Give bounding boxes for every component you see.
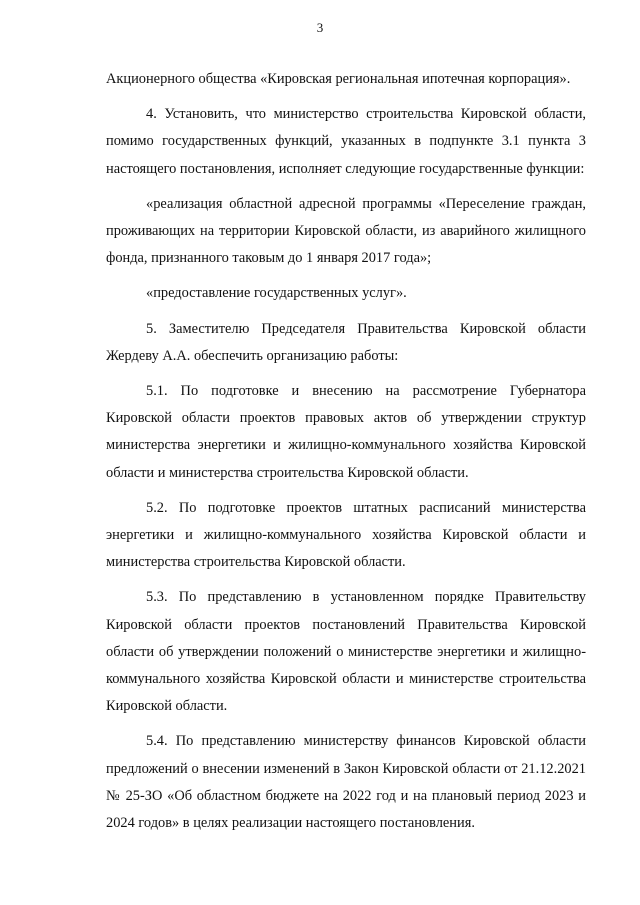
- paragraph-continuation: Акционерного общества «Кировская региональная ипотечная корпорация».: [106, 71, 571, 87]
- page-number: 3: [316, 20, 324, 35]
- paragraph-5-4: 5.4. По представлению министерству финансов Кировской области предложений о внесении изменений в Закон Кировской области от 21.12.2021 № 25-ЗО «Об областном бюджете на 2022 год и на плановый период 2023 и 2024 годов» в целях реализации настоящего постановления.: [106, 733, 586, 832]
- document-body: [106, 66, 586, 837]
- paragraph-4-function-2: «предоставление государственных услуг».: [146, 285, 407, 302]
- paragraph-5-2: 5.2. По подготовке проектов штатных расписаний министерства энергетики и жилищно-коммунального хозяйства Кировской области и министерства строительства Кировской области.: [106, 499, 586, 571]
- paragraph-5-1: 5.1. По подготовке и внесению на рассмотрение Губернатора Кировской области проектов правовых актов об утверждении структур министерства энергетики и жилищно-коммунального хозяйства Кировской области и министерства строительства Кировской области.: [106, 383, 586, 481]
- paragraph-5-3: 5.3. По представлению в установленном порядке Правительству Кировской области проектов постановлений Правительства Кировской области об утверждении положений о министерстве энергетики и жилищно-коммунального хозяйства Кировской области и министерстве строительства Кировской области.: [106, 589, 586, 715]
- paragraph-4: 4. Установить, что министерство строительства Кировской области, помимо государственных функций, указанных в подпункте 3.1 пункта 3 настоящего постановления, исполняет следующие государственные функции:: [106, 106, 586, 177]
- paragraph-4-function-1: «реализация областной адресной программы «Переселение граждан, проживающих на территории Кировской области, из аварийного жилищного фонда, признанного таковым до 1 января 2017 года»;: [106, 195, 586, 267]
- paragraph-5: 5. Заместителю Председателя Правительства Кировской области Жердеву А.А. обеспечить организацию работы:: [106, 320, 586, 364]
